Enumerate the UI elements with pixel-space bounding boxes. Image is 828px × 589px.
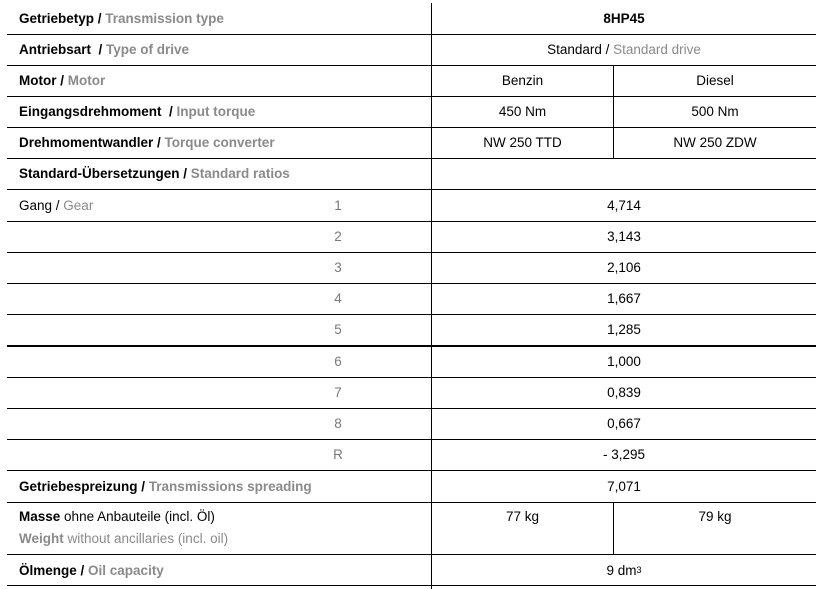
input-torque-petrol: 450 Nm (498, 104, 547, 119)
motor-label: Motor / Motor (19, 73, 106, 88)
gear-number: 3 (334, 260, 342, 275)
gear-number: 8 (334, 416, 342, 431)
gear-ratio: - 3,295 (602, 447, 646, 462)
gear-ratio: 1,285 (607, 322, 641, 337)
transmission-type-value: 8HP45 (603, 11, 645, 26)
gear-ratio: 0,839 (607, 385, 641, 400)
gear-number: 2 (334, 229, 342, 244)
mass-label-en: Weight without ancillaries (incl. oil) (19, 530, 229, 546)
row-divider (7, 585, 816, 586)
oil-capacity-value: 9 dm 3 (606, 562, 642, 578)
torque-converter-diesel: NW 250 ZDW (673, 135, 757, 150)
torque-converter-label: Drehmomentwandler / Torque converter (19, 135, 275, 150)
gear-number: 4 (334, 291, 342, 306)
gear-number: 7 (334, 385, 342, 400)
transmission-type-label: Getriebetyp / Transmission type (19, 11, 224, 26)
gear-number: R (333, 447, 343, 462)
motor-petrol: Benzin (501, 73, 544, 88)
gear-ratio: 1,000 (607, 354, 641, 369)
input-torque-diesel: 500 Nm (691, 104, 739, 119)
spreading-label: Getriebespreizung / Transmissions spreading (19, 478, 312, 494)
gear-ratio: 2,106 (607, 260, 641, 275)
mass-diesel: 79 kg (698, 508, 732, 524)
gear-ratio: 1,667 (607, 291, 641, 306)
input-torque-label: Eingangsdrehmoment / Input torque (19, 104, 256, 119)
gear-label: Gang / Gear (19, 198, 94, 213)
motor-diesel: Diesel (696, 73, 734, 88)
type-of-drive-label: Antriebsart / Type of drive (19, 42, 190, 57)
oil-capacity-label: Ölmenge / Oil capacity (19, 562, 164, 578)
gear-ratio: 0,667 (607, 416, 641, 431)
gear-number: 6 (334, 354, 342, 369)
standard-ratios-label: Standard-Übersetzungen / Standard ratios (19, 166, 290, 181)
type-of-drive-value: Standard / Standard drive (547, 42, 701, 57)
torque-converter-petrol: NW 250 TTD (483, 135, 562, 150)
gear-ratio: 3,143 (607, 229, 641, 244)
mass-label-de: Masse ohne Anbauteile (incl. Öl) (19, 508, 215, 524)
gear-ratio: 4,714 (607, 198, 641, 213)
spreading-value: 7,071 (607, 478, 641, 494)
gear-number: 1 (334, 198, 342, 213)
row-divider (7, 502, 816, 503)
gear-number: 5 (334, 322, 342, 337)
mass-petrol: 77 kg (505, 508, 540, 524)
